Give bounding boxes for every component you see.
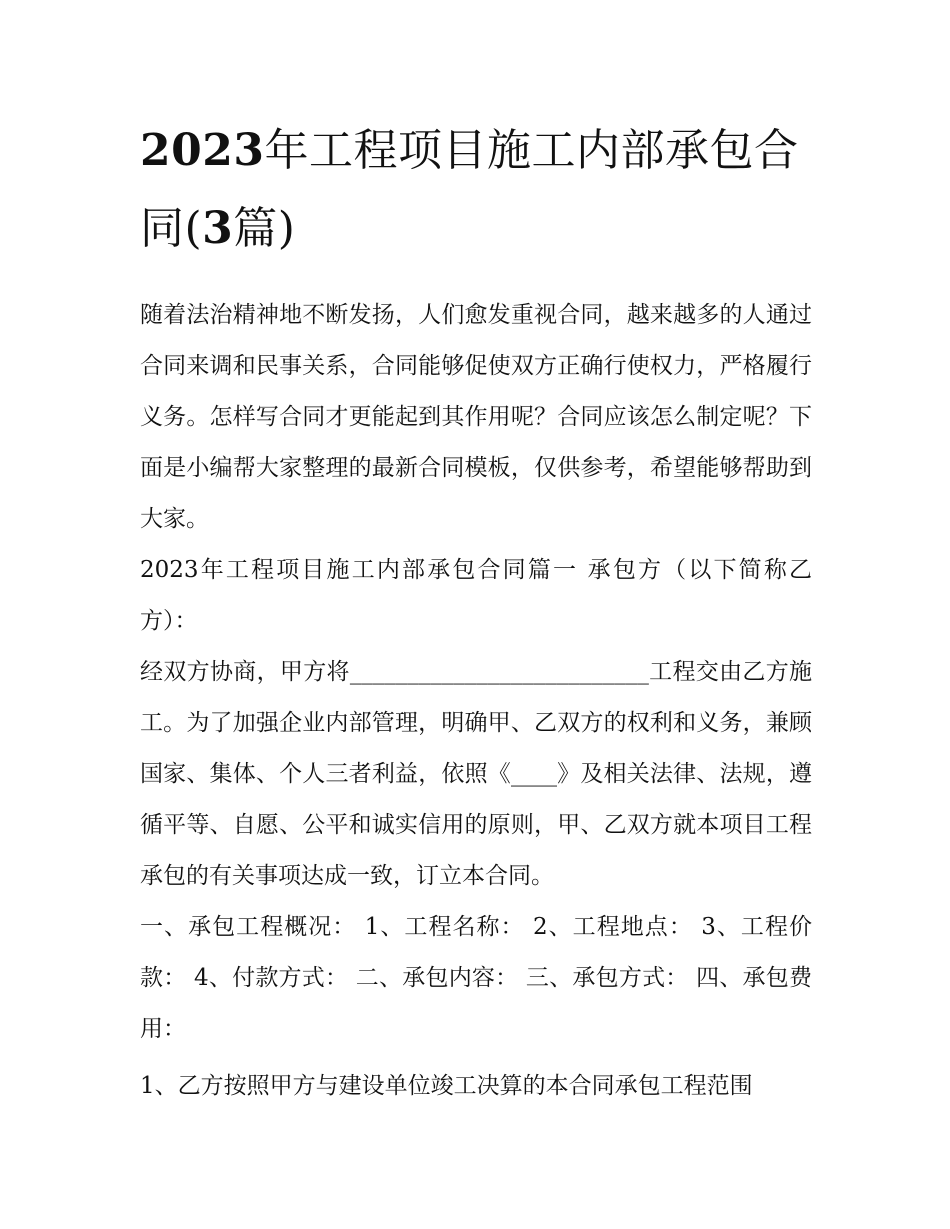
fee-clause-paragraph: 1、乙方按照甲方与建设单位竣工决算的本合同承包工程范围 — [140, 1073, 753, 1099]
title-count: 3 — [202, 203, 234, 254]
title-suffix: 篇) — [233, 203, 296, 254]
title-year: 2023 — [140, 125, 265, 176]
project-overview-paragraph: 一、承包工程概况： 1、工程名称： 2、工程地点： 3、工程价款： 4、付款方式： 二、承包内容： 三、承包方式： 四、承包费用： — [140, 914, 812, 1042]
intro-paragraph: 随着法治精神地不断发扬，人们愈发重视合同，越来越多的人通过合同来调和民事关系，合同能够促使双方正确行使权力，严格履行义务。怎样写合同才更能起到其作用呢？合同应该怎么制定呢？下面是小编帮大家整理的最新合同模板，仅供参考，希望能够帮助到大家。 — [140, 302, 812, 532]
title-text: 年工程项目施工内部承包合同( — [140, 125, 799, 254]
document-page — [140, 112, 812, 1112]
document-title — [140, 112, 812, 268]
contract-heading-paragraph: 2023年工程项目施工内部承包合同篇一 承包方（以下简称乙方）： — [140, 557, 812, 634]
agreement-paragraph: 经双方协商，甲方将__________________________工程交由乙方施工。为了加强企业内部管理，明确甲、乙双方的权利和义务，兼顾国家、集体、个人三者利益，依照《____》及相关法律、法规，遵循平等、自愿、公平和诚实信用的原则，甲、乙双方就本项目工程承包的有关事项达成一致，订立本合同。 — [140, 659, 812, 889]
